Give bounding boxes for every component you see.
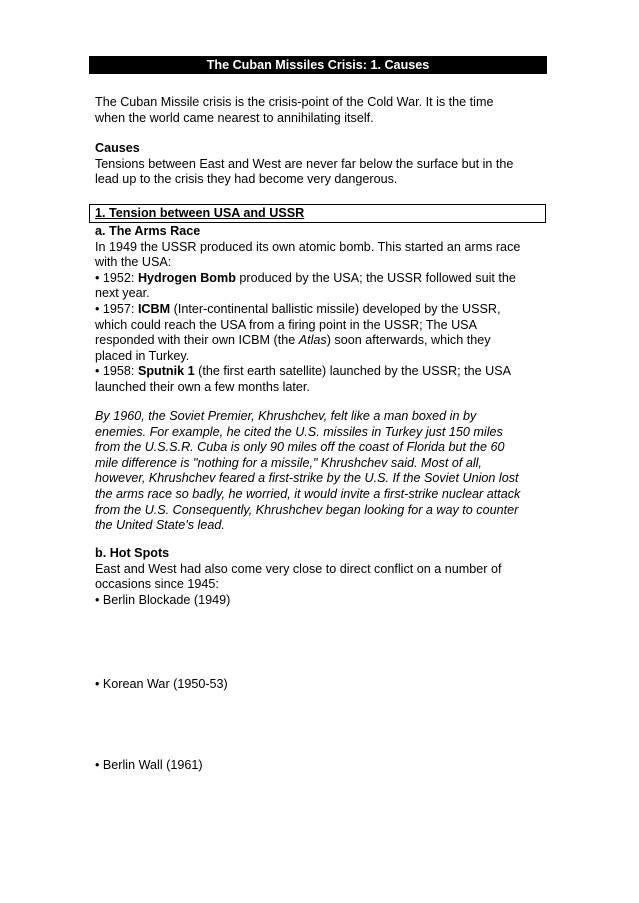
- bullet-prefix: • 1957:: [95, 301, 138, 316]
- section-heading-tension: 1. Tension between USA and USSR: [89, 204, 546, 223]
- quote-line: By 1960, the Soviet Premier, Khrushchev, felt like a man boxed in by: [95, 409, 477, 423]
- intro-line: when the world came nearest to annihilating itself.: [95, 110, 374, 125]
- hot-spots-section: [95, 546, 545, 608]
- bullet-korean-war: • Korean War (1950-53): [95, 677, 228, 691]
- intro-line: The Cuban Missile crisis is the crisis-point of the Cold War. It is the time: [95, 95, 494, 109]
- quote-line: from the U.S.S.R. Cuba is only 90 miles off the coast of Florida but the 60: [95, 440, 505, 455]
- bold-term: Hydrogen Bomb: [137, 270, 236, 285]
- causes-heading: Causes: [95, 141, 140, 155]
- bullet-continuation: next year.: [95, 286, 150, 301]
- bullet-text: (Inter-continental ballistic missile) developed by the USSR,: [170, 301, 501, 316]
- bold-term: Sputnik 1: [137, 364, 195, 379]
- causes-line: Tensions between East and West are never far below the surface but in the: [95, 156, 514, 171]
- bullet-prefix: • 1952:: [95, 270, 138, 285]
- bullet-continuation: which could reach the USA from a firing point in the USSR; The USA: [95, 317, 477, 332]
- arms-race-line: with the USA:: [95, 255, 172, 270]
- bullet-text: (the first earth satellite) launched by the USSR; the USA: [194, 364, 512, 379]
- bullet-berlin-blockade: • Berlin Blockade (1949): [95, 592, 231, 607]
- bullet-icbm: [95, 302, 545, 318]
- intro-paragraph: [95, 95, 545, 126]
- causes-line: lead up to the crisis they had become very dangerous.: [95, 172, 398, 187]
- bullet-sputnik: [95, 364, 545, 380]
- quote-line: however, Khrushchev feared a first-strike by the U.S. If the Soviet Union lost: [95, 471, 519, 486]
- khrushchev-quote: [95, 409, 545, 534]
- arms-race-heading: a. The Arms Race: [95, 224, 201, 238]
- arms-race-line: In 1949 the USSR produced its own atomic bomb. This started an arms race: [95, 239, 521, 254]
- quote-line: the United State's lead.: [95, 518, 225, 533]
- arms-race-section: [95, 224, 545, 396]
- bullet-text: ) soon afterwards, which they: [326, 333, 491, 348]
- bullet-berlin-wall: • Berlin Wall (1961): [95, 758, 203, 772]
- bullet-text: responded with their own ICBM (the: [95, 333, 299, 348]
- bullet-prefix: • 1958:: [95, 364, 138, 379]
- bullet-continuation: placed in Turkey.: [95, 348, 190, 363]
- quote-line: mile difference is "nothing for a missile," Khrushchev said. Most of all,: [95, 455, 482, 470]
- causes-section: [95, 141, 545, 188]
- bullet-text: produced by the USA; the USSR followed suit the: [235, 270, 516, 285]
- italic-term: Atlas: [298, 333, 327, 348]
- hot-spots-line: East and West had also come very close to direct conflict on a number of: [95, 561, 502, 576]
- quote-line: the arms race so badly, he worried, it would invite a first-strike nuclear attack: [95, 486, 521, 501]
- hot-spots-line: occasions since 1945:: [95, 577, 219, 592]
- bold-term: ICBM: [137, 301, 171, 316]
- quote-line: from the U.S. Consequently, Khrushchev began looking for a way to counter: [95, 502, 519, 517]
- hot-spots-heading: b. Hot Spots: [95, 546, 170, 560]
- bullet-continuation: launched their own a few months later.: [95, 379, 310, 394]
- quote-line: enemies. For example, he cited the U.S. missiles in Turkey just 150 miles: [95, 424, 503, 439]
- page-title: The Cuban Missiles Crisis: 1. Causes: [89, 56, 547, 74]
- bullet-continuation: [95, 333, 545, 349]
- bullet-hydrogen-bomb: [95, 271, 545, 287]
